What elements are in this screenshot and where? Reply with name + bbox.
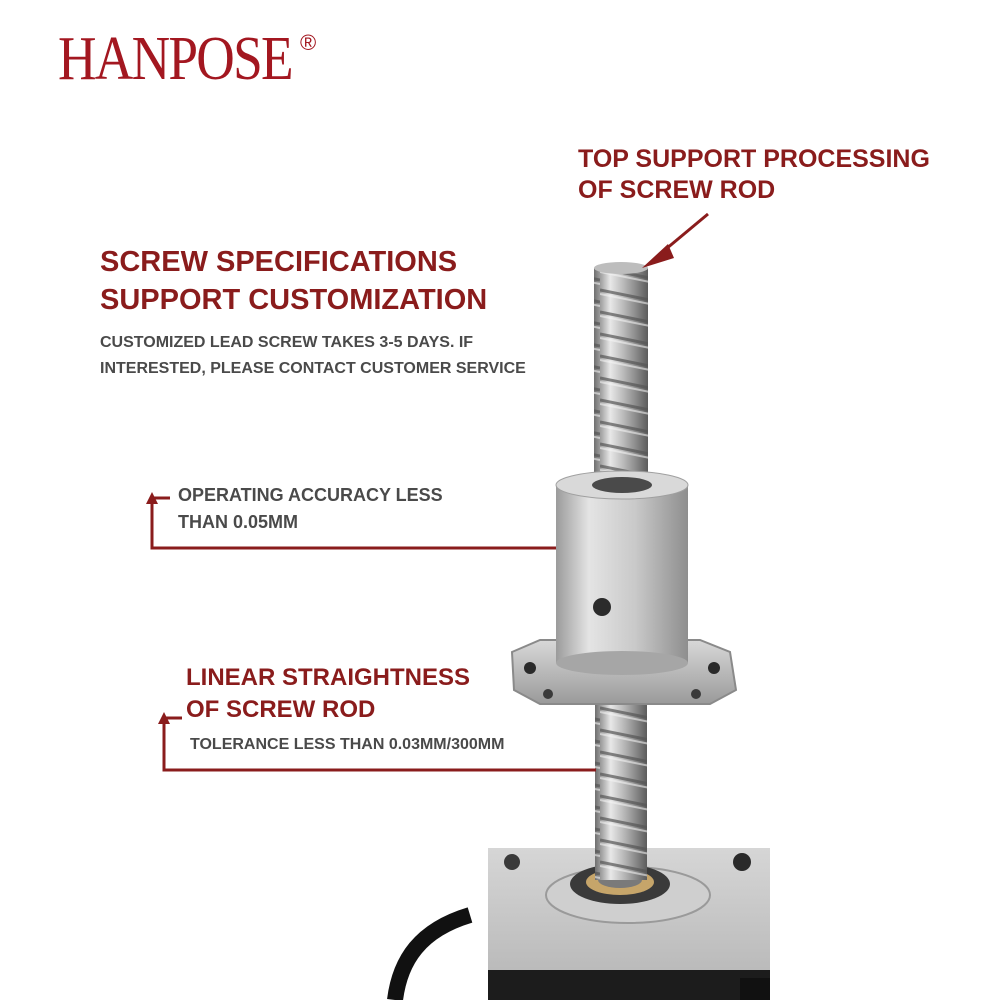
- brand-logo: HANPOSE: [58, 25, 292, 93]
- accuracy-callout: [178, 482, 443, 536]
- registered-mark: ®: [300, 30, 317, 55]
- specifications-title1: SCREW SPECIFICATIONS: [100, 246, 458, 278]
- specifications-title2: SUPPORT CUSTOMIZATION: [100, 283, 488, 316]
- specifications-note: [100, 330, 526, 383]
- accuracy-line2: THAN 0.05MM: [178, 512, 299, 532]
- cylindrical-nut: [556, 471, 688, 675]
- motor-cable: [395, 915, 470, 1000]
- specifications-note2: INTERESTED, PLEASE CONTACT CUSTOMER SERVICE: [100, 360, 526, 378]
- top-support-line2: OF SCREW ROD: [578, 175, 776, 204]
- straightness-title1: LINEAR STRAIGHTNESS: [186, 664, 471, 691]
- top-support-callout: [578, 144, 930, 205]
- top-support-line1: TOP SUPPORT PROCESSING: [578, 145, 930, 173]
- straightness-title2: OF SCREW ROD: [186, 696, 376, 724]
- accuracy-line1: OPERATING ACCURACY LESS: [178, 485, 443, 505]
- straightness-heading: [186, 662, 470, 726]
- top-support-arrow: [642, 214, 708, 268]
- straightness-note: TOLERANCE LESS THAN 0.03MM/300MM: [190, 736, 505, 753]
- specifications-heading: [100, 244, 487, 319]
- specifications-note1: CUSTOMIZED LEAD SCREW TAKES 3-5 DAYS. IF: [100, 334, 474, 351]
